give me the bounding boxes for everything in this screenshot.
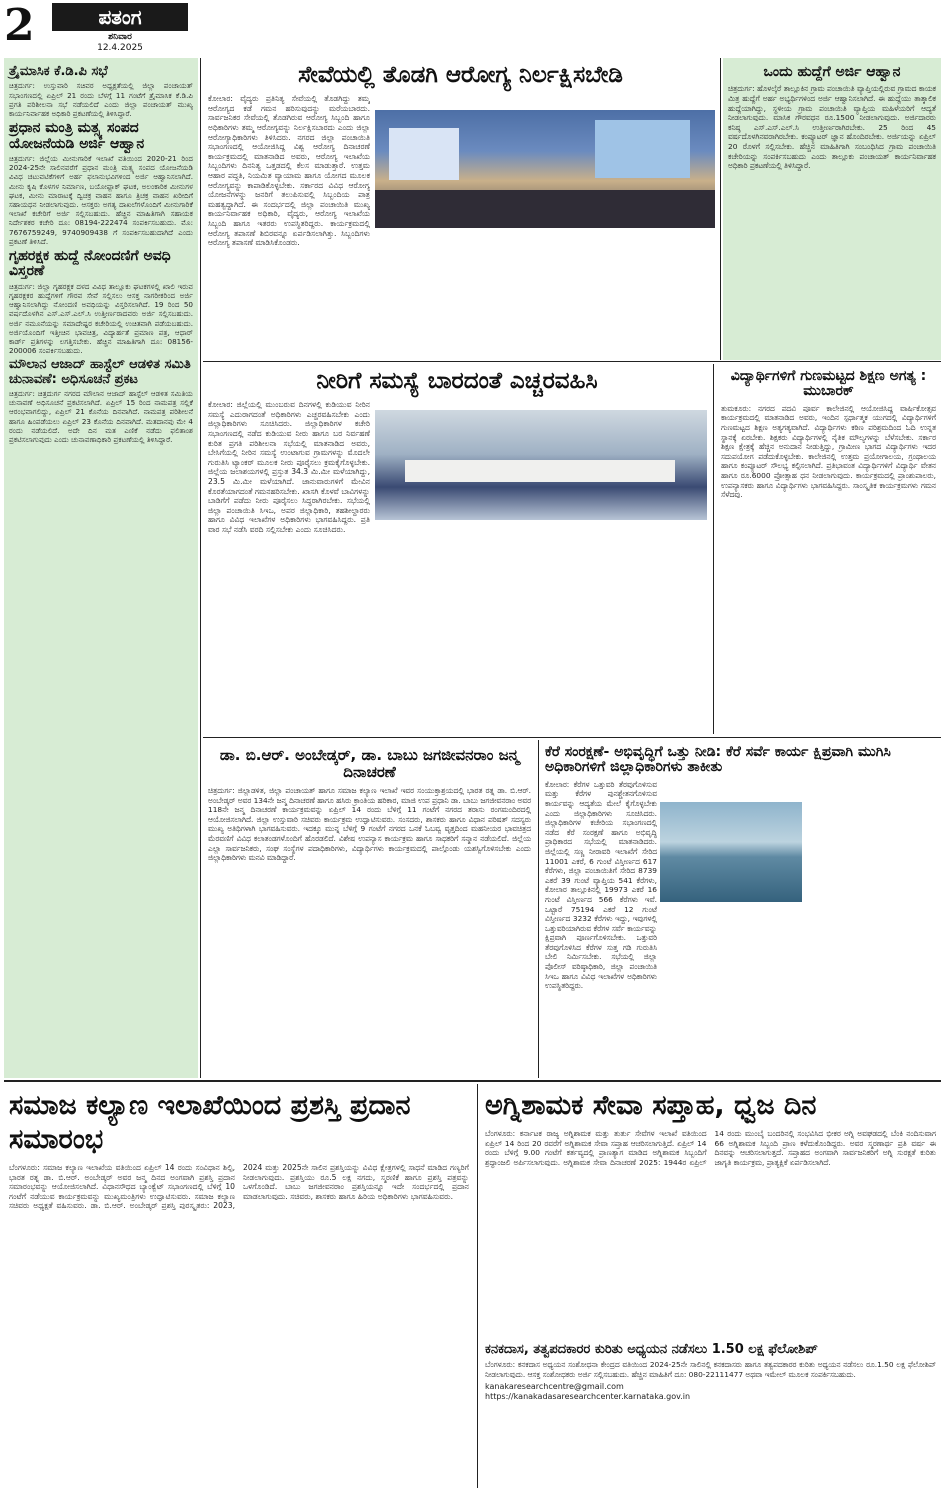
- social-welfare-headline: ಸಮಾಜ ಕಲ್ಯಾಣ ಇಲಾಖೆಯಿಂದ ಪ್ರಶಸ್ತಿ ಪ್ರದಾನ ಸಮಾರಂಭ: [9, 1090, 411, 1155]
- fisheries-scheme-headline: ಪ್ರಧಾನ ಮಂತ್ರಿ ಮತ್ಸ್ಯ ಸಂಪದ ಯೋಜನೆಯಡಿ ಅರ್ಜಿ ಆಹ್ವಾನ: [9, 120, 145, 152]
- education-text: ತುಮಕೂರು: ನಗರದ ಪದವಿ ಪೂರ್ವ ಕಾಲೇಜಿನಲ್ಲಿ ಆಯೋಜಿಸಿದ್ದ ವಾರ್ಷಿಕೋತ್ಸವ ಕಾರ್ಯಕ್ರಮದಲ್ಲಿ ಮಾತನಾಡಿದ ಅವರು, ಇಂದಿನ ಸ್ಪರ್ಧಾತ್ಮಕ ಯುಗದಲ್ಲಿ ವಿದ್ಯಾರ್ಥಿಗಳಿಗೆ ಗುಣಮಟ್ಟದ ಶಿಕ್ಷಣ ಅತ್ಯಗತ್ಯವಾಗಿದೆ. ವಿದ್ಯಾರ್ಥಿಗಳು ಕಠಿಣ ಪರಿಶ್ರಮದಿಂದ ಓದಿ ಉನ್ನತ ಸ್ಥಾನಕ್ಕೆ ಏರಬೇಕು. ಶಿಕ್ಷಕರು ವಿದ್ಯಾರ್ಥಿಗಳಲ್ಲಿ ನೈತಿಕ ಮೌಲ್ಯಗಳನ್ನು ಬೆಳೆಸಬೇಕು. ಸರ್ಕಾರ ಶಿಕ್ಷಣ ಕ್ಷೇತ್ರಕ್ಕೆ ಹೆಚ್ಚಿನ ಅನುದಾನ ನೀಡುತ್ತಿದ್ದು, ಗ್ರಾಮೀಣ ಭಾಗದ ವಿದ್ಯಾರ್ಥಿಗಳು ಇದರ ಸದುಪಯೋಗ ಪಡೆದುಕೊಳ್ಳಬೇಕು. ಕಾಲೇಜಿನಲ್ಲಿ ಉತ್ತಮ ಪ್ರಯೋಗಾಲಯ, ಗ್ರಂಥಾಲಯ ಹಾಗೂ ಕಂಪ್ಯೂಟರ್ ಸೌಲಭ್ಯ ಕಲ್ಪಿಸಲಾಗಿದೆ. ಪ್ರತಿಭಾವಂತ ವಿದ್ಯಾರ್ಥಿಗಳಿಗೆ ವಿದ್ಯಾರ್ಥಿ ವೇತನ ಹಾಗೂ ರೂ.6000 ಪ್ರೋತ್ಸಾಹ ಧನ ನೀಡಲಾಗುವುದು. ಕಾರ್ಯಕ್ರಮದಲ್ಲಿ ಪ್ರಾಂಶುಪಾಲರು, ಉಪನ್ಯಾಸಕರು ಹಾಗೂ ವಿದ್ಯಾರ್ಥಿಗಳು ಭಾಗವಹಿಸಿದ್ದರು. ಸಾಂಸ್ಕೃತಿಕ ಕಾರ್ಯಕ್ರಮಗಳು ಗಮನ ಸೆಳೆದವು.: [721, 403, 936, 500]
- home-guard-headline: ಗೃಹರಕ್ಷಕ ಹುದ್ದೆ ನೋಂದಣಿಗೆ ಅವಧಿ ವಿಸ್ತರಣೆ: [9, 247, 171, 280]
- divider: [538, 740, 539, 1078]
- education-headline: ವಿದ್ಯಾರ್ಥಿಗಳಿಗೆ ಗುಣಮಟ್ಟದ ಶಿಕ್ಷಣ ಅಗತ್ಯ : ಮುಬಾರಕ್: [730, 368, 927, 400]
- job-notice-text: ಚಿತ್ರದುರ್ಗ: ಹೊಳಲ್ಕೆರೆ ತಾಲ್ಲೂಕಿನ ಗ್ರಾಮ ಪಂಚಾಯಿತಿ ವ್ಯಾಪ್ತಿಯಲ್ಲಿರುವ ಗ್ರಾಮದ ಕಾಯಕ ಮಿತ್ರ ಹುದ್ದೆಗೆ ಅರ್ಹ ಅಭ್ಯರ್ಥಿಗಳಿಂದ ಅರ್ಜಿ ಆಹ್ವಾನಿಸಲಾಗಿದೆ. ಈ ಹುದ್ದೆಯು ತಾತ್ಕಾಲಿಕ ಹುದ್ದೆಯಾಗಿದ್ದು, ಸ್ಥಳೀಯ ಗ್ರಾಮ ಪಂಚಾಯಿತಿ ವ್ಯಾಪ್ತಿಯ ಮಹಿಳೆಯರಿಗೆ ಆದ್ಯತೆ ನೀಡಲಾಗುವುದು. ಮಾಸಿಕ ಗೌರವಧನ ರೂ.1500 ನೀಡಲಾಗುವುದು. ಅರ್ಜಿದಾರರು ಕನಿಷ್ಠ ಎಸ್.ಎಸ್.ಎಲ್.ಸಿ ಉತ್ತೀರ್ಣರಾಗಿರಬೇಕು. 25 ರಿಂದ 45 ವರ್ಷದೊಳಗಿನವರಾಗಿರಬೇಕು. ಕಂಪ್ಯೂಟರ್ ಜ್ಞಾನ ಹೊಂದಿರಬೇಕು. ಅರ್ಜಿಯನ್ನು ಏಪ್ರಿಲ್ 20 ರೊಳಗೆ ಸಲ್ಲಿಸಬೇಕು. ಹೆಚ್ಚಿನ ಮಾಹಿತಿಗಾಗಿ ಸಂಬಂಧಿಸಿದ ಗ್ರಾಮ ಪಂಚಾಯಿತಿ ಕಚೇರಿಯನ್ನು ಸಂಪರ್ಕಿಸಬಹುದು ಎಂದು ತಾಲ್ಲೂಕು ಪಂಚಾಯತ್ ಕಾರ್ಯನಿರ್ವಾಹಕ ಅಧಿಕಾರಿ ಪ್ರಕಟಣೆಯಲ್ಲಿ ತಿಳಿಸಿದ್ದಾರೆ.: [728, 84, 936, 171]
- divider: [713, 364, 714, 734]
- divider: [477, 1084, 478, 1488]
- divider: [200, 58, 201, 1078]
- fellowship-headline: ಕನಕದಾಸ, ತತ್ವಪದಕಾರರ ಕುರಿತು ಅಧ್ಯಯನ ನಡೆಸಲು 1.50 ಲಕ್ಷ ಫೆಲೋಶಿಪ್: [485, 1342, 818, 1357]
- home-guard-text: ಚಿತ್ರದುರ್ಗ: ಜಿಲ್ಲಾ ಗೃಹರಕ್ಷಕ ದಳದ ವಿವಿಧ ತಾಲ್ಲೂಕು ಘಟಕಗಳಲ್ಲಿ ಖಾಲಿ ಇರುವ ಗೃಹರಕ್ಷಕರ ಹುದ್ದೆಗಳಿಗೆ ಗೌರವ ಸೇವೆ ಸಲ್ಲಿಸಲು ಆಸಕ್ತ ನಾಗರೀಕರಿಂದ ಅರ್ಜಿ ಆಹ್ವಾನಿಸಲಾಗಿದ್ದು ನೋಂದಣಿ ಅವಧಿಯನ್ನು ವಿಸ್ತರಿಸಲಾಗಿದೆ. 19 ರಿಂದ 50 ವರ್ಷದೊಳಗಿನ ಎಸ್.ಎಸ್.ಎಲ್.ಸಿ ಉತ್ತೀರ್ಣರಾದವರು ಅರ್ಜಿ ಸಲ್ಲಿಸಬಹುದು. ಅರ್ಜಿ ನಮೂನೆಯನ್ನು ಸಮಾದೇಷ್ಟರ ಕಚೇರಿಯಲ್ಲಿ ಉಚಿತವಾಗಿ ಪಡೆಯಬಹುದು. ಅರ್ಜಿಯೊಂದಿಗೆ ಇತ್ತೀಚಿನ ಭಾವಚಿತ್ರ, ವಿದ್ಯಾರ್ಹತೆ ಪ್ರಮಾಣ ಪತ್ರ, ಆಧಾರ್ ಕಾರ್ಡ್ ಪ್ರತಿಗಳನ್ನು ಲಗತ್ತಿಸಬೇಕು. ಹೆಚ್ಚಿನ ಮಾಹಿತಿಗಾಗಿ ದೂ: 08156-200006 ಸಂಪರ್ಕಿಸಬಹುದು.: [9, 281, 193, 356]
- page-number: 2: [4, 0, 35, 51]
- fellowship-email: kanakaresearchcentre@gmail.com: [485, 1382, 624, 1392]
- water-story: [203, 364, 711, 734]
- health-text: ಕೋಲಾರ: ವೈದ್ಯರು ಪ್ರತಿನಿತ್ಯ ಸೇವೆಯಲ್ಲಿ ತೊಡಗಿದ್ದು ತಮ್ಮ ಆರೋಗ್ಯದ ಕಡೆ ಗಮನ ಹರಿಸುವುದನ್ನು ಮರೆಯಬಾರದು. ಸಾರ್ವಜನಿಕರ ಸೇವೆಯಲ್ಲಿ ತೊಡಗಿರುವ ಆರೋಗ್ಯ ಸಿಬ್ಬಂದಿ ಹಾಗೂ ಅಧಿಕಾರಿಗಳು ತಮ್ಮ ಆರೋಗ್ಯವನ್ನು ನಿರ್ಲಕ್ಷಿಸಬಾರದು ಎಂದು ಜಿಲ್ಲಾ ಆರೋಗ್ಯಾಧಿಕಾರಿಗಳು ತಿಳಿಸಿದರು. ನಗರದ ಜಿಲ್ಲಾ ಪಂಚಾಯಿತಿ ಸಭಾಂಗಣದಲ್ಲಿ ಆಯೋಜಿಸಿದ್ದ ವಿಶ್ವ ಆರೋಗ್ಯ ದಿನಾಚರಣೆ ಕಾರ್ಯಕ್ರಮದಲ್ಲಿ ಮಾತನಾಡಿದ ಅವರು, ಆರೋಗ್ಯ ಇಲಾಖೆಯ ಸಿಬ್ಬಂದಿಗಳು ದಿನನಿತ್ಯ ಒತ್ತಡದಲ್ಲಿ ಕೆಲಸ ಮಾಡುತ್ತಾರೆ. ಉತ್ತಮ ಆಹಾರ ಪದ್ಧತಿ, ನಿಯಮಿತ ವ್ಯಾಯಾಮ ಹಾಗೂ ಯೋಗದ ಮೂಲಕ ಆರೋಗ್ಯವನ್ನು ಕಾಪಾಡಿಕೊಳ್ಳಬೇಕು. ಸರ್ಕಾರದ ವಿವಿಧ ಆರೋಗ್ಯ ಯೋಜನೆಗಳನ್ನು ಜನರಿಗೆ ತಲುಪಿಸುವಲ್ಲಿ ಸಿಬ್ಬಂದಿಯ ಪಾತ್ರ ಮಹತ್ವದ್ದಾಗಿದೆ. ಈ ಸಂದರ್ಭದಲ್ಲಿ ಜಿಲ್ಲಾ ಪಂಚಾಯಿತಿ ಮುಖ್ಯ ಕಾರ್ಯನಿರ್ವಾಹಕ ಅಧಿಕಾರಿ, ವೈದ್ಯರು, ಆರೋಗ್ಯ ಇಲಾಖೆಯ ಸಿಬ್ಬಂದಿ ಹಾಗೂ ಇತರರು ಉಪಸ್ಥಿತರಿದ್ದರು. ಕಾರ್ಯಕ್ರಮದಲ್ಲಿ ಆರೋಗ್ಯ ತಪಾಸಣೆ ಶಿಬಿರವನ್ನೂ ಏರ್ಪಡಿಸಲಾಗಿತ್ತು. ಸಿಬ್ಬಂದಿಗಳು ಆರೋಗ್ಯ ತಪಾಸಣೆ ಮಾಡಿಸಿಕೊಂಡರು.: [208, 94, 370, 248]
- hostel-election-text: ಚಿತ್ರದುರ್ಗ: ಚಿತ್ರದುರ್ಗ ನಗರದ ಮೌಲಾನ ಆಜಾದ್ ಹಾಸ್ಟೆಲ್ ಆಡಳಿತ ಸಮಿತಿಯ ಚುನಾವಣೆ ಅಧಿಸೂಚನೆ ಪ್ರಕಟಿಸಲಾಗಿದೆ. ಏಪ್ರಿಲ್ 15 ರಿಂದ ನಾಮಪತ್ರ ಸಲ್ಲಿಕೆ ಆರಂಭವಾಗಲಿದ್ದು, ಏಪ್ರಿಲ್ 21 ಕೊನೆಯ ದಿನವಾಗಿದೆ. ನಾಮಪತ್ರ ಪರಿಶೀಲನೆ ಹಾಗೂ ಹಿಂಪಡೆಯಲು ಏಪ್ರಿಲ್ 23 ಕೊನೆಯ ದಿನವಾಗಿದೆ. ಮತದಾನವು ಮೇ 4 ರಂದು ನಡೆಯಲಿದೆ. ಅದೇ ದಿನ ಮತ ಎಣಿಕೆ ನಡೆದು ಫಲಿತಾಂಶ ಪ್ರಕಟಿಸಲಾಗುವುದು ಎಂದು ಚುನಾವಣಾಧಿಕಾರಿ ಪ್ರಕಟಣೆಯಲ್ಲಿ ತಿಳಿಸಿದ್ದಾರೆ.: [9, 388, 193, 444]
- divider: [720, 58, 721, 360]
- issue-date: 12.4.2025: [97, 43, 143, 53]
- fellowship-text: ಬೆಂಗಳೂರು: ಕನಕದಾಸ ಅಧ್ಯಯನ ಸಂಶೋಧನಾ ಕೇಂದ್ರದ ವತಿಯಿಂದ 2024-25ನೇ ಸಾಲಿನಲ್ಲಿ ಕನಕದಾಸರು ಹಾಗೂ ತತ್ವಪದಕಾರರ ಕುರಿತು ಅಧ್ಯಯನ ನಡೆಸಲು ರೂ.1.50 ಲಕ್ಷ ಫೆಲೋಶಿಪ್ ನೀಡಲಾಗುವುದು. ಆಸಕ್ತ ಸಂಶೋಧಕರು ಅರ್ಜಿ ಸಲ್ಲಿಸಬಹುದು. ಹೆಚ್ಚಿನ ಮಾಹಿತಿಗೆ ದೂ: 080-22111477 ಅಥವಾ ಇಮೇಲ್ ಮೂಲಕ ಸಂಪರ್ಕಿಸಬಹುದು.: [485, 1360, 936, 1379]
- health-headline: ಸೇವೆಯಲ್ಲಿ ತೊಡಗಿ ಆರೋಗ್ಯ ನಿರ್ಲಕ್ಷಿಸಬೇಡಿ: [298, 62, 623, 88]
- lake-story: [540, 740, 941, 1078]
- left-news-column: [4, 58, 198, 1078]
- ambedkar-jayanti-headline: ಡಾ. ಬಿ.ಆರ್. ಅಂಬೇಡ್ಕರ್, ಡಾ. ಬಾಬು ಜಗಜೀವನರಾಂ ಜನ್ಮ ದಿನಾಚರಣೆ: [219, 746, 520, 781]
- ambedkar-jayanti-story: [203, 740, 536, 1078]
- water-text: ಕೋಲಾರ: ಜಿಲ್ಲೆಯಲ್ಲಿ ಮುಂಬರುವ ದಿನಗಳಲ್ಲಿ ಕುಡಿಯುವ ನೀರಿನ ಸಮಸ್ಯೆ ಎದುರಾಗದಂತೆ ಅಧಿಕಾರಿಗಳು ಎಚ್ಚರವಹಿಸಬೇಕು ಎಂದು ಜಿಲ್ಲಾಧಿಕಾರಿಗಳು ಸೂಚಿಸಿದರು. ಜಿಲ್ಲಾಧಿಕಾರಿಗಳ ಕಚೇರಿ ಸಭಾಂಗಣದಲ್ಲಿ ನಡೆದ ಕುಡಿಯುವ ನೀರು ಹಾಗೂ ಬರ ನಿರ್ವಹಣೆ ಕುರಿತ ಪ್ರಗತಿ ಪರಿಶೀಲನಾ ಸಭೆಯಲ್ಲಿ ಮಾತನಾಡಿದ ಅವರು, ಬೇಸಿಗೆಯಲ್ಲಿ ನೀರಿನ ಸಮಸ್ಯೆ ಉಂಟಾಗುವ ಗ್ರಾಮಗಳನ್ನು ಮೊದಲೇ ಗುರುತಿಸಿ ಟ್ಯಾಂಕರ್ ಮೂಲಕ ನೀರು ಪೂರೈಸಲು ಕ್ರಮಕೈಗೊಳ್ಳಬೇಕು. ಜಿಲ್ಲೆಯ ಜಲಾಶಯಗಳಲ್ಲಿ ಪ್ರಸ್ತುತ 34.3 ಮಿ.ಮೀ ಮಳೆಯಾಗಿದ್ದು, 23.5 ಮಿ.ಮೀ ಮಳೆಯಾಗಿದೆ. ಜಾನುವಾರುಗಳಿಗೆ ಮೇವಿನ ಕೊರತೆಯಾಗದಂತೆ ಗಮನಹರಿಸಬೇಕು. ಖಾಸಗಿ ಕೊಳವೆ ಬಾವಿಗಳನ್ನು ಬಾಡಿಗೆಗೆ ಪಡೆದು ನೀರು ಪೂರೈಸಲು ಸಿದ್ಧರಾಗಿರಬೇಕು. ಸಭೆಯಲ್ಲಿ ಜಿಲ್ಲಾ ಪಂಚಾಯಿತಿ ಸಿಇಒ, ಅಪರ ಜಿಲ್ಲಾಧಿಕಾರಿ, ತಹಶೀಲ್ದಾರರು ಹಾಗೂ ವಿವಿಧ ಇಲಾಖೆಗಳ ಅಧಿಕಾರಿಗಳು ಭಾಗವಹಿಸಿದ್ದರು. ಪ್ರತಿ ವಾರ ಸಭೆ ನಡೆಸಿ ವರದಿ ಸಲ್ಲಿಸಬೇಕು ಎಂದು ಸೂಚಿಸಿದರು.: [208, 400, 370, 535]
- lake-headline: ಕೆರೆ ಸಂರಕ್ಷಣೆ- ಅಭಿವೃದ್ಧಿಗೆ ಒತ್ತು ನೀಡಿ: ಕೆರೆ ಸರ್ವೆ ಕಾರ್ಯ ಕ್ಷಿಪ್ರವಾಗಿ ಮುಗಿಸಿ ಅಧಿಕಾರಿಗಳಿಗೆ ಜಿಲ್ಲಾಧಿಕಾರಿಗಳು ತಾಕೀತು: [545, 744, 891, 776]
- ambedkar-jayanti-text: ಚಿತ್ರದುರ್ಗ: ಜಿಲ್ಲಾಡಳಿತ, ಜಿಲ್ಲಾ ಪಂಚಾಯತ್ ಹಾಗೂ ಸಮಾಜ ಕಲ್ಯಾಣ ಇಲಾಖೆ ಇವರ ಸಂಯುಕ್ತಾಶ್ರಯದಲ್ಲಿ ಭಾರತ ರತ್ನ ಡಾ. ಬಿ.ಆರ್. ಅಂಬೇಡ್ಕರ್ ಅವರ 134ನೇ ಜನ್ಮ ದಿನಾಚರಣೆ ಹಾಗೂ ಹಸಿರು ಕ್ರಾಂತಿಯ ಹರಿಕಾರ, ಮಾಜಿ ಉಪ ಪ್ರಧಾನಿ ಡಾ. ಬಾಬು ಜಗಜೀವನರಾಂ ಅವರ 118ನೇ ಜನ್ಮ ದಿನಾಚರಣೆ ಕಾರ್ಯಕ್ರಮವನ್ನು ಏಪ್ರಿಲ್ 14 ರಂದು ಬೆಳಿಗ್ಗೆ 11 ಗಂಟೆಗೆ ನಗರದ ತರಾಸು ರಂಗಮಂದಿರದಲ್ಲಿ ಆಯೋಜಿಸಲಾಗಿದೆ. ಜಿಲ್ಲಾ ಉಸ್ತುವಾರಿ ಸಚಿವರು ಕಾರ್ಯಕ್ರಮ ಉದ್ಘಾಟಿಸುವರು. ಸಂಸದರು, ಶಾಸಕರು ಹಾಗೂ ವಿಧಾನ ಪರಿಷತ್ ಸದಸ್ಯರು ಮುಖ್ಯ ಅತಿಥಿಗಳಾಗಿ ಭಾಗವಹಿಸುವರು. ಇದಕ್ಕೂ ಮುನ್ನ ಬೆಳಿಗ್ಗೆ 9 ಗಂಟೆಗೆ ನಗರದ ಒನಕೆ ಓಬವ್ವ ವೃತ್ತದಿಂದ ಮಹನೀಯರ ಭಾವಚಿತ್ರದ ಮೆರವಣಿಗೆ ವಿವಿಧ ಕಲಾತಂಡಗಳೊಂದಿಗೆ ಹೊರಡಲಿದೆ. ವಿಶೇಷ ಉಪನ್ಯಾಸ ಕಾರ್ಯಕ್ರಮ ಹಾಗೂ ಸಾಧಕರಿಗೆ ಸನ್ಮಾನ ನಡೆಯಲಿದೆ. ಜಿಲ್ಲೆಯ ಎಲ್ಲಾ ಸಾರ್ವಜನಿಕರು, ಸಂಘ ಸಂಸ್ಥೆಗಳ ಪದಾಧಿಕಾರಿಗಳು, ವಿದ್ಯಾರ್ಥಿಗಳು ಕಾರ್ಯಕ್ರಮದಲ್ಲಿ ಪಾಲ್ಗೊಂಡು ಯಶಸ್ವಿಗೊಳಿಸಬೇಕು ಎಂದು ಜಿಲ್ಲಾಧಿಕಾರಿಗಳು ಮನವಿ ಮಾಡಿದ್ದಾರೆ.: [208, 786, 531, 863]
- job-notice-headline: ಒಂದು ಹುದ್ದೆಗೆ ಅರ್ಜಿ ಆಹ್ವಾನ: [763, 64, 901, 80]
- social-welfare-text: ಬೆಂಗಳೂರು: ಸಮಾಜ ಕಲ್ಯಾಣ ಇಲಾಖೆಯ ವತಿಯಿಂದ ಏಪ್ರಿಲ್ 14 ರಂದು ಸಂವಿಧಾನ ಶಿಲ್ಪಿ, ಭಾರತ ರತ್ನ ಡಾ. ಬಿ.ಆರ್. ಅಂಬೇಡ್ಕರ್ ಅವರ ಜನ್ಮ ದಿನದ ಅಂಗವಾಗಿ ಪ್ರಶಸ್ತಿ ಪ್ರದಾನ ಸಮಾರಂಭವನ್ನು ಆಯೋಜಿಸಲಾಗಿದೆ. ವಿಧಾನಸೌಧದ ಬ್ಯಾಂಕ್ವೆಟ್ ಸಭಾಂಗಣದಲ್ಲಿ ಬೆಳಿಗ್ಗೆ 10 ಗಂಟೆಗೆ ನಡೆಯುವ ಕಾರ್ಯಕ್ರಮವನ್ನು ಮುಖ್ಯಮಂತ್ರಿಗಳು ಉದ್ಘಾಟಿಸುವರು. ಸಮಾಜ ಕಲ್ಯಾಣ ಸಚಿವರು ಅಧ್ಯಕ್ಷತೆ ವಹಿಸುವರು. ಡಾ. ಬಿ.ಆರ್. ಅಂಬೇಡ್ಕರ್ ಪ್ರಶಸ್ತಿ ಪುರಸ್ಕೃತರು: 2023, 2024 ಮತ್ತು 2025ನೇ ಸಾಲಿನ ಪ್ರಶಸ್ತಿಯನ್ನು ವಿವಿಧ ಕ್ಷೇತ್ರಗಳಲ್ಲಿ ಸಾಧನೆ ಮಾಡಿದ ಗಣ್ಯರಿಗೆ ನೀಡಲಾಗುವುದು. ಪ್ರಶಸ್ತಿಯು ರೂ.5 ಲಕ್ಷ ನಗದು, ಸ್ಮರಣಿಕೆ ಹಾಗೂ ಪ್ರಶಸ್ತಿ ಪತ್ರವನ್ನು ಒಳಗೊಂಡಿದೆ. ಬಾಬು ಜಗಜೀವನರಾಂ ಪ್ರಶಸ್ತಿಯನ್ನೂ ಇದೇ ಸಂದರ್ಭದಲ್ಲಿ ಪ್ರದಾನ ಮಾಡಲಾಗುವುದು. ಸಚಿವರು, ಶಾಸಕರು ಹಾಗೂ ಹಿರಿಯ ಅಧಿಕಾರಿಗಳು ಭಾಗವಹಿಸುವರು.: [9, 1163, 469, 1211]
- divider: [203, 737, 941, 738]
- fire-service-text: ಬೆಂಗಳೂರು: ಕರ್ನಾಟಕ ರಾಜ್ಯ ಅಗ್ನಿಶಾಮಕ ಮತ್ತು ತುರ್ತು ಸೇವೆಗಳ ಇಲಾಖೆ ವತಿಯಿಂದ ಏಪ್ರಿಲ್ 14 ರಿಂದ 20 ರವರೆಗೆ ಅಗ್ನಿಶಾಮಕ ಸೇವಾ ಸಪ್ತಾಹ ಆಚರಿಸಲಾಗುತ್ತಿದೆ. ಏಪ್ರಿಲ್ 14 ರಂದು ಬೆಳಿಗ್ಗೆ 9.00 ಗಂಟೆಗೆ ಕರ್ತವ್ಯದಲ್ಲಿ ಪ್ರಾಣತ್ಯಾಗ ಮಾಡಿದ ಅಗ್ನಿಶಾಮಕ ಸಿಬ್ಬಂದಿಗೆ ಶ್ರದ್ಧಾಂಜಲಿ ಅರ್ಪಿಸಲಾಗುವುದು. ಅಗ್ನಿಶಾಮಕ ಸೇವಾ ದಿನಾಚರಣೆ 2025: 1944ರ ಏಪ್ರಿಲ್ 14 ರಂದು ಮುಂಬೈ ಬಂದರಿನಲ್ಲಿ ಸಂಭವಿಸಿದ ಭೀಕರ ಅಗ್ನಿ ಅವಘಡದಲ್ಲಿ ಬೆಂಕಿ ನಂದಿಸುವಾಗ 66 ಅಗ್ನಿಶಾಮಕ ಸಿಬ್ಬಂದಿ ಪ್ರಾಣ ಕಳೆದುಕೊಂಡಿದ್ದರು. ಅವರ ಸ್ಮರಣಾರ್ಥ ಪ್ರತಿ ವರ್ಷ ಈ ದಿನವನ್ನು ಆಚರಿಸಲಾಗುತ್ತದೆ. ಸಪ್ತಾಹದ ಅಂಗವಾಗಿ ಸಾರ್ವಜನಿಕರಿಗೆ ಅಗ್ನಿ ಸುರಕ್ಷತೆ ಕುರಿತು ಜಾಗೃತಿ ಕಾರ್ಯಕ್ರಮ, ಪ್ರಾತ್ಯಕ್ಷಿಕೆ ಏರ್ಪಡಿಸಲಾಗಿದೆ.: [485, 1129, 936, 1167]
- social-welfare-story: [4, 1084, 474, 1488]
- issue-day: ಶನಿವಾರ: [108, 32, 132, 42]
- fellowship-website: https://kanakadasaresearchcenter.karnataka.gov.in: [485, 1392, 691, 1402]
- divider: [203, 361, 941, 362]
- masthead: [0, 0, 190, 56]
- health-event-photo: [375, 110, 715, 228]
- water-headline: ನೀರಿಗೆ ಸಮಸ್ಯೆ ಬಾರದಂತೆ ಎಚ್ಚರವಹಿಸಿ: [316, 368, 598, 394]
- health-story: [203, 58, 718, 360]
- education-story: [716, 364, 941, 734]
- lake-photo: [660, 802, 802, 902]
- divider: [4, 1080, 941, 1082]
- hostel-election-headline: ಮೌಲಾನ ಆಜಾದ್ ಹಾಸ್ಟೆಲ್ ಆಡಳಿತ ಸಮಿತಿ ಚುನಾವಣೆ: ಅಧಿಸೂಚನೆ ಪ್ರಕಟ: [9, 357, 191, 387]
- water-meeting-photo: [375, 410, 707, 520]
- fisheries-scheme-text: ಚಿತ್ರದುರ್ಗ: ಜಿಲ್ಲೆಯ ಮೀನುಗಾರಿಕೆ ಇಲಾಖೆ ವತಿಯಿಂದ 2020-21 ರಿಂದ 2024-25ನೇ ಸಾಲಿನವರೆಗೆ ಪ್ರಧಾನ ಮಂತ್ರಿ ಮತ್ಸ್ಯ ಸಂಪದ ಯೋಜನೆಯಡಿ ವಿವಿಧ ಚಟುವಟಿಕೆಗಳಿಗೆ ಅರ್ಹ ಫಲಾನುಭವಿಗಳಿಂದ ಅರ್ಜಿ ಆಹ್ವಾನಿಸಲಾಗಿದೆ. ಮೀನು ಕೃಷಿ ಕೊಳಗಳ ನಿರ್ಮಾಣ, ಬಯೋಫ್ಲಾಕ್ ಘಟಕ, ಅಲಂಕಾರಿಕ ಮೀನುಗಳ ಘಟಕ, ಮೀನು ಮಾರಾಟಕ್ಕೆ ದ್ವಿಚಕ್ರ ವಾಹನ ಹಾಗೂ ತ್ರಿಚಕ್ರ ವಾಹನ ಖರೀದಿಗೆ ಸಹಾಯಧನ ನೀಡಲಾಗುವುದು. ಆಸಕ್ತರು ಅಗತ್ಯ ದಾಖಲೆಗಳೊಂದಿಗೆ ಮೀನುಗಾರಿಕೆ ಇಲಾಖೆ ಕಚೇರಿಗೆ ಅರ್ಜಿ ಸಲ್ಲಿಸಬಹುದು. ಹೆಚ್ಚಿನ ಮಾಹಿತಿಗಾಗಿ ಸಹಾಯಕ ನಿರ್ದೇಶಕರ ಕಚೇರಿ ದೂ: 08194-222474 ಸಂಪರ್ಕಿಸಬಹುದು. ಮೊ: 7676759249, 9740909438 ಗೆ ಸಂಪರ್ಕಿಸಬಹುದಾಗಿದೆ ಎಂದು ಪ್ರಕಟಣೆ ತಿಳಿಸಿದೆ.: [9, 153, 193, 246]
- newspaper-logo: ಪತಂಗ: [52, 3, 188, 31]
- lake-text: ಕೋಲಾರ: ಕೆರೆಗಳ ಒತ್ತುವರಿ ತೆರವುಗೊಳಿಸುವ ಮತ್ತು ಕೆರೆಗಳ ಪುನಶ್ಚೇತನಗೊಳಿಸುವ ಕಾರ್ಯವನ್ನು ಆದ್ಯತೆಯ ಮೇಲೆ ಕೈಗೊಳ್ಳಬೇಕು ಎಂದು ಜಿಲ್ಲಾಧಿಕಾರಿಗಳು ಸೂಚಿಸಿದರು. ಜಿಲ್ಲಾಧಿಕಾರಿಗಳ ಕಚೇರಿಯ ಸಭಾಂಗಣದಲ್ಲಿ ನಡೆದ ಕೆರೆ ಸಂರಕ್ಷಣೆ ಹಾಗೂ ಅಭಿವೃದ್ಧಿ ಪ್ರಾಧಿಕಾರದ ಸಭೆಯಲ್ಲಿ ಮಾತನಾಡಿದರು. ಜಿಲ್ಲೆಯಲ್ಲಿ ಸಣ್ಣ ನೀರಾವರಿ ಇಲಾಖೆಗೆ ಸೇರಿದ 11001 ಎಕರೆ, 6 ಗುಂಟೆ ವಿಸ್ತೀರ್ಣದ 617 ಕೆರೆಗಳು, ಜಿಲ್ಲಾ ಪಂಚಾಯಿತಿಗೆ ಸೇರಿದ 8739 ಎಕರೆ 39 ಗುಂಟೆ ವ್ಯಾಪ್ತಿಯ 541 ಕೆರೆಗಳು, ಕೋಲಾರ ತಾಲ್ಲೂಕಿನಲ್ಲಿ 19973 ಎಕರೆ 16 ಗುಂಟೆ ವಿಸ್ತೀರ್ಣದ 566 ಕೆರೆಗಳು ಇವೆ. ಒಟ್ಟಾರೆ 75194 ಎಕರೆ 12 ಗುಂಟೆ ವಿಸ್ತೀರ್ಣದ 3232 ಕೆರೆಗಳು ಇದ್ದು, ಇವುಗಳಲ್ಲಿ ಒತ್ತುವರಿಯಾಗಿರುವ ಕೆರೆಗಳ ಸರ್ವೆ ಕಾರ್ಯವನ್ನು ಕ್ಷಿಪ್ರವಾಗಿ ಪೂರ್ಣಗೊಳಿಸಬೇಕು. ಒತ್ತುವರಿ ತೆರವುಗೊಳಿಸಿದ ಕೆರೆಗಳ ಸುತ್ತ ಗಡಿ ಗುರುತಿಸಿ ಬೇಲಿ ನಿರ್ಮಿಸಬೇಕು. ಸಭೆಯಲ್ಲಿ ಜಿಲ್ಲಾ ಪೊಲೀಸ್ ವರಿಷ್ಠಾಧಿಕಾರಿ, ಜಿಲ್ಲಾ ಪಂಚಾಯಿತಿ ಸಿಇಒ ಹಾಗೂ ವಿವಿಧ ಇಲಾಖೆಗಳ ಅಧಿಕಾರಿಗಳು ಉಪಸ್ಥಿತರಿದ್ದರು.: [545, 779, 657, 991]
- kdp-meeting-text: ಚಿತ್ರದುರ್ಗ: ಉಸ್ತುವಾರಿ ಸಚಿವರ ಅಧ್ಯಕ್ಷತೆಯಲ್ಲಿ ಜಿಲ್ಲಾ ಪಂಚಾಯತ್ ಸಭಾಂಗಣದಲ್ಲಿ ಏಪ್ರಿಲ್ 21 ರಂದು ಬೆಳಗ್ಗೆ 11 ಗಂಟೆಗೆ ತ್ರೈಮಾಸಿಕ ಕೆ.ಡಿ.ಪಿ ಪ್ರಗತಿ ಪರಿಶೀಲನಾ ಸಭೆ ನಡೆಯಲಿದೆ ಎಂದು ಜಿಲ್ಲಾ ಪಂಚಾಯತ್ ಮುಖ್ಯ ಕಾರ್ಯನಿರ್ವಾಹಕ ಅಧಿಕಾರಿ ಪ್ರಕಟಣೆಯಲ್ಲಿ ತಿಳಿಸಿದ್ದಾರೆ.: [9, 81, 193, 118]
- job-notice-story: [723, 58, 941, 360]
- fire-service-headline: ಅಗ್ನಿಶಾಮಕ ಸೇವಾ ಸಪ್ತಾಹ, ಧ್ವಜ ದಿನ: [485, 1090, 817, 1121]
- fire-service-story: [480, 1084, 941, 1488]
- kdp-meeting-headline: ತ್ರೈಮಾಸಿಕ ಕೆ.ಡಿ.ಪಿ ಸಭೆ: [9, 64, 108, 79]
